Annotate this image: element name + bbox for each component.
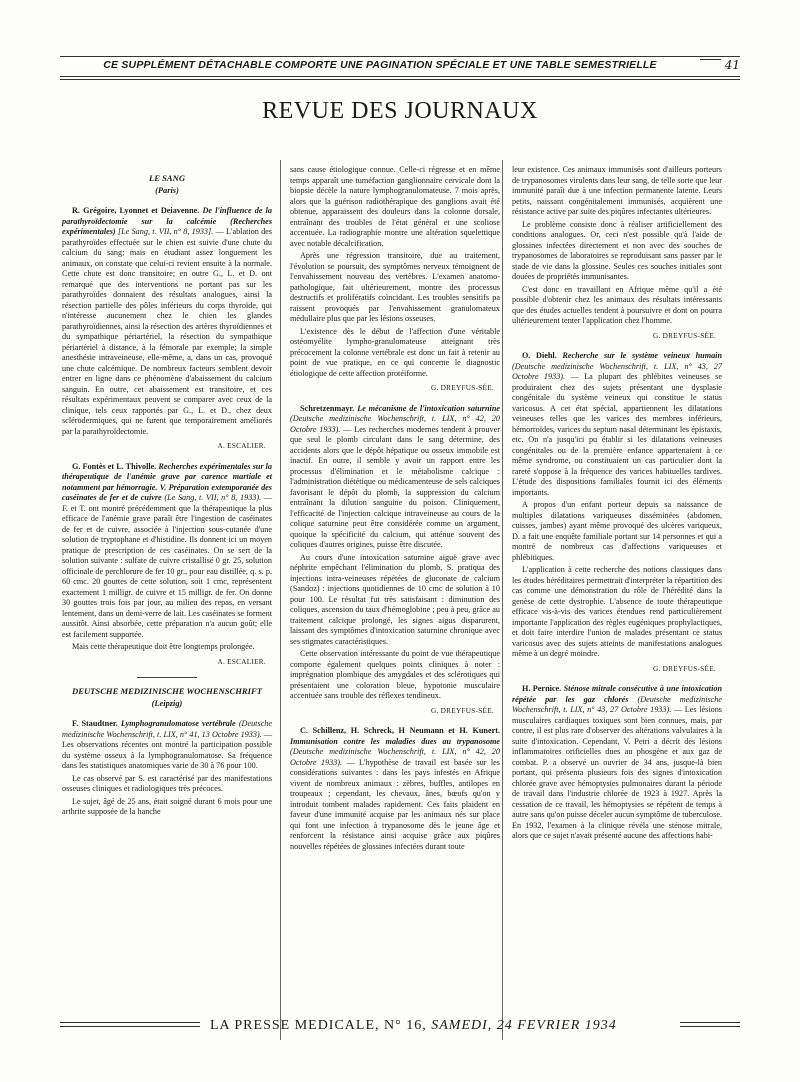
article-title: Recherches expérimentales sur la thérapeutique de l'anémie grave par carence martiale et notamment par hémorragie. V. Préparation extemporanée des caséinates de fer et de cuivre: [62, 461, 272, 502]
article-heading: [62, 206, 272, 437]
article-text: — La plupart des phlébites veineuses se produiraient chez des sujets présentant une dysplasie congénitale du système veineux qui constitue le status varicosus. A cet état spécial, appartiennent les dilatations veineuses telles que les varices des membres inférieurs, hémorroïdes, varices du septum nasal déterminant les épistaxis, etc. On n'a jusqu'ici pu établir si les dilatations veineuses congénitales ou de la première enfance appartenaient à ce même syndrome, ou constituaient un cas particulier dont la rareté s'oppose à la fréquence des varices habituelles tardives. L'étude des dispositions familiales fournit ici des éléments importants.: [512, 372, 723, 497]
column-divider: [502, 160, 503, 1040]
article-paragraph: Au cours d'une intoxication saturnine aiguë grave avec néphrite empêchant l'élimination du plomb, S. pratiqua des injections intra-veineuses répétées de gluconate de calcium (Sandoz) : injections quotidiennes de 10 cmc de solution à 10 pour 100. Le résultat fut très satisfaisant : diminution des coliques, ascension du taux d'hémoglobine ; peu à peu, grâce au traitement calcique prolongé, les signes aigus disparurent, laissant des symptômes d'intoxication saturnine chronique avec ses stigmates caractéristiques.: [290, 552, 500, 646]
article-authors: R. Grégoire, Lyonnet et Deiavenne.: [72, 206, 200, 215]
section-subheading: (Leipzig): [151, 698, 183, 708]
article-paragraph: sans cause étiologique connue. Celle-ci régresse et en même temps apparaît une tuméfaction ganglionnaire cervicale dont la biopsie décèle la nature lymphogranulomateuse. 7 mois après, alors que la guérison radiothérapique des ganglions avait été obtenue, apparaissent des douleurs dans la colonne dorsale, entraînant des troubles de l'état général et une scoliose accentuée. La radiographie montre une altération squelettique avec notable décalcification.: [290, 165, 500, 248]
article-authors: Schretzenmayr.: [300, 403, 355, 413]
article-authors: O. Diehl.: [522, 351, 557, 360]
article-reference: (Deutsche medizinische Wochenschrift, t. LIX, n° 42, 20 Octobre 1933).: [290, 747, 500, 767]
section-heading: LE SANG: [148, 173, 186, 183]
article-authors: C. Schillenz, H. Schreck, H Neumann et H. Kunert.: [300, 726, 500, 735]
footer-rule: [60, 1022, 200, 1023]
footer-rule: [680, 1022, 740, 1023]
article-text: — L'ablation des parathyroïdes effectuée sur le chien est suivie d'une chute du calcium du sang; mais en étudiant assez longuement les animaux, on constate que celui-ci revient ensuite à la normale. Cette chute est donc transitoire; en outre G., L. et D. ont remarqué que des interventions ne portant pas sur les parathyroïdes donnaient des résultats analogues, ainsi la résection partielle des pôles inférieurs du corps thyroïde, qui n'intéresse aucunement chez le chien les glandes parathyroïdiennes, ainsi la résection des artères thyroïdiennes et du sympathique périartériel, la résection du sympathique périartériel à distance, à la fémorale par exemple; la simple anesthésie intraveineuse, elle-même, a, dans un cas, provoqué une chute calcémique. De nombreux facteurs semblent devoir entrer en ligne dans ce phénomène d'abaissement du calcium sanguin. En outre, cet abaissement est transitoire, et ces résultats expérimentaux peuvent se comparer avec ceux de la clinique, tels ceux rapportés par G., L. et D., chez deux sclérodermiques, qui ne furent que temporairement améliorés par la parathyroïdectomie.: [62, 227, 272, 436]
article-signature: G. DREYFUS-SÉE.: [430, 706, 494, 715]
column-3: [512, 165, 722, 844]
article-paragraph: Le sujet, âgé de 25 ans, était soigné durant 6 mois pour une arthrite supposée de la hanche: [62, 796, 272, 816]
article-signature: A. ESCALIER.: [217, 657, 266, 666]
column-2: [290, 165, 500, 854]
article-signature: A. ESCALIER.: [217, 442, 266, 450]
article-heading: [512, 351, 722, 498]
article-authors: G. Fontès et L. Thivolle.: [72, 461, 157, 471]
journal-name: LA PRESSE MEDICALE, N° 16,: [210, 1018, 427, 1033]
footer-journal: [210, 1018, 617, 1034]
article-reference: (Le Sang, t. VII, n° 8, 1933).: [164, 493, 262, 502]
article-title: Sténose mitrale consécutive à une intoxication répétée par les gaz chlorés: [512, 684, 723, 704]
issue-date: SAMEDI, 24 FEVRIER 1934: [431, 1018, 617, 1033]
article-reference: [Le Sang, t. VII, n° 8, 1933].: [117, 227, 214, 236]
article-heading: [290, 404, 500, 551]
page-title: REVUE DES JOURNAUX: [262, 98, 538, 124]
article-heading: [62, 462, 272, 641]
section-separator: [137, 677, 197, 678]
article-authors: H. Pernice.: [522, 684, 562, 693]
article-reference: (Deutsche medizinische Wochenschrift, t. LIX, n° 42, 20 Octobre 1933).: [290, 414, 500, 434]
article-title: Lymphogranulomatose vertébrale: [120, 719, 236, 728]
article-text: — Les observations récentes ont montré la participation possible du système osseux à la lymphogranulomatose. Sa fréquence dans les statistiques anatomiques varie de 30 à 76 pour 100.: [62, 729, 272, 770]
article-paragraph: L'existence dès le début de l'affection d'une véritable ostéomyélite lympho-granulomateuse atteignant très précocement la colonne vertébrale est donc un fait à retenir au point de vue pratique, en ce qui concerne le diagnostic étiologique de cette affection protéiforme.: [290, 326, 500, 378]
article-text: — F. et T. ont montré précédemment que la thérapeutique la plus efficace de l'anémie grave paraît être l'ingestion de caséinates de fer et de cuivre, associée à l'injection sous-cutanée d'une solution de tryptophane et d'histidine. Ils donnent ici un moyen pratique de prescription de ces caséinates. On se sert de la solution suivante : sulfate de cuivre cristallisé 0 gr. 25, solution officinale de perchlorure de fer 10 gr., pour eau distillée, q. s. p. 60 cmc. 20 gouttes de cette solution, soit 1 cmc, représentent exactement 1 milligr. de cuivre et 15 milligr. de fer. On donne 30 gouttes trois fois par jour, au milieu des repas, en versant lentement, dans un demi-verre de lait. Les caséinates se forment aussitôt. Ainsi absorbée, cette préparation n'a aucun goût; elle est facilement supportée.: [62, 493, 273, 639]
article-heading: [62, 719, 272, 772]
article-signature: G. DREYFUS-SÉE.: [430, 384, 494, 392]
article-paragraph: A propos d'un enfant porteur depuis sa naissance de multiples dilatations variqueuses disséminées (abdomen, cuisses, jambes) ayant même provoqué des ulcères variqueux, D. a fait une enquête familiale portant sur 14 personnes et qui a montré de nombreux cas d'affections variqueuses et phlébitiques.: [512, 500, 722, 562]
section-subheading: (Paris): [155, 185, 179, 195]
article-heading: [290, 726, 500, 852]
page-number: 41: [721, 58, 740, 72]
footer-rule: [680, 1026, 740, 1027]
article-title: Le mécanisme de l'intoxication saturnine: [357, 403, 501, 413]
article-heading: [512, 684, 722, 842]
article-paragraph: C'est donc en travaillant en Afrique même qu'il a été possible d'obtenir chez les animaux des résultats intéressants que des études actuelles tendent à poursuivre et dont on pourra ultérieurement tenter l'application chez l'homme.: [512, 284, 722, 325]
article-paragraph: L'application à cette recherche des notions classiques dans les études héréditaires permettrait d'interpréter la répartition des cas comme une démonstration du rôle de l'hérédité dans la genèse de cette dystrophie. L'absence de toute thérapeutique efficace vis-à-vis des varices étendues rend particulièrement importante l'application des règles eugéniques prophylactiques, et doit faire interdire l'union de malades présentant ce status varicosus avec des sujets atteints de manifestations analogues même à un degré moindre.: [512, 565, 722, 658]
page-footer: [60, 1016, 740, 1036]
article-text: — L'hypothèse de travail est basée sur les considérations suivantes : dans les pays infestés en Afrique vivent de nombreux animaux : zèbres, buffles, antilopes en troupeaux ; cependant, les chevaux, ânes, bœufs qu'on y introduit tombent malades rapidement. Ces faits plaident en faveur d'une immunité acquise par les animaux nés sur place qui font une infection à trypanosome dès le jeune âge et renforcent la résistance ainsi acquise grâce aux piqûres nouvelles répétées de glossines infectées durant toute: [290, 757, 500, 851]
article-paragraph: Le problème consiste donc à réaliser artificiellement des conditions analogues. Or, ceci n'est possible qu'à l'aide de glossines infectées directement et non avec des souches de trypanosomes de laboratoires se reproduisant sans passer par le stade de vie dans la glossine. Seules ces souches initiales sont douées de propriétés immunisantes.: [512, 219, 722, 281]
article-title: De l'influence de la parathyroïdectomie sur la calcémie (Recherches expérimentales): [62, 206, 273, 236]
article-text: — Les recherches modernes tendent à prouver que seul le plomb circulant dans le sang détermine, des accidents alors que le dépôt hépatique ou osseux immobile est inactif. En outre, il semble y avoir un rapport entre les processus d'élimination et le métabolisme calcique : l'administration diététique ou médicamenteuse de sels calciques favorisant le dépôt du plomb, la suppression du calcium entraînant la dilution sanguine du poison. Cliniquement, l'efficacité de l'injection calcique intraveineuse au cours de la colique saturnine peut être considérée comme un argument, quoique la spécificité du calcium, qui atténue souvent des coliques d'autres origines, puisse être discutée.: [290, 424, 501, 549]
article-title: Recherche sur le système veineux humain: [562, 351, 723, 360]
section-heading: DEUTSCHE MEDIZINISCHE WOCHENSCHRIFT: [72, 686, 262, 696]
article-reference: (Deutsche medizinische Wochenschrift, t. LIX, n° 41, 13 Octobre 1933).: [62, 719, 273, 739]
article-reference: (Deutsche medizinische Wochenschrift, t. LIX, n° 43, 27 Octobre 1933).: [512, 694, 723, 714]
article-paragraph: leur existence. Ces animaux immunisés sont d'ailleurs porteurs de trypanosomes virulents dans leur sang, de telle sorte que leur immunité paraît due à une infection permanente latente. Leurs petits, naissant congénitalement immunisés, acquièrent une résistance active par suite des piqûres infectantes ultérieures.: [512, 165, 722, 216]
footer-rule: [60, 1026, 200, 1027]
article-signature: G. DREYFUS-SÉE.: [652, 664, 716, 673]
column-1: [62, 165, 272, 820]
article-signature: G. DREYFUS-SÉE.: [652, 331, 716, 340]
article-reference: (Deutsche medizinische Wochenschrift, t. LIX, n° 43, 27 Octobre 1933).: [512, 361, 722, 381]
article-paragraph: Cette observation intéressante du point de vue thérapeutique comporte également quelques points cliniques à noter : imprégnation plombique des amygdales et des sclérotiques qui présentaient une coloration bleue, hypotonie musculaire accentuée sans trouble des réflexes tendineux.: [290, 649, 500, 700]
supplement-notice: CE SUPPLÉMENT DÉTACHABLE COMPORTE UNE PAGINATION SPÉCIALE ET UNE TABLE SEMESTRIELLE: [60, 59, 700, 71]
page-header: [60, 56, 740, 78]
column-divider: [280, 160, 281, 1040]
article-authors: F. Staudtner.: [72, 719, 118, 728]
article-paragraph: Le cas observé par S. est caractérisé par des manifestations osseuses cliniques et radiologiques très précoces.: [62, 773, 272, 793]
article-title: Immunisation contre les maladies dues au trypanosome: [290, 736, 500, 746]
article-paragraph: Après une régression transitoire, due au traitement, l'évolution se poursuit, des symptômes nerveux témoignent de l'envahissement nouveau des vertèbres. L'examen anatomo-pathologique, fait ultérieurement, montre des processus destructifs et prolifératifs coïncidant. Les troubles sensitifs pa raissent provoqués par l'envahissement granulomateux médullaire plus que par les lésions osseuses.: [290, 251, 500, 323]
article-paragraph: Mais cette thérapeutique doit être longtemps prolongée.: [72, 642, 255, 651]
article-text: — Les lésions musculaires cardiaques toxiques sont bien connues, mais, par contre, il est plus rare d'observer des altérations valvulaires à la suite d'intoxication. Cependant, V. Petri a décrit des lésions inflammatoires orificielles dues au phosgène et aux gaz de combat. P. a observé un ouvrier de 34 ans, jusque-là bien portant, qui présenta plusieurs fois des signes d'intoxication chlorée grave avec hémoptysies pulmonaires durant la période de travail dans l'industrie chlorée de 1923 à 1927. Après la cessation de ce travail, les hémoptysies se répétent de temps à autre sans qu'on puisse déceler aucun symptôme de tuberculose. En 1932, l'examen à la clinique révéla une sténose mitrale, alors que ce sujet n'avait présenté aucune des affections habi-: [512, 705, 722, 840]
